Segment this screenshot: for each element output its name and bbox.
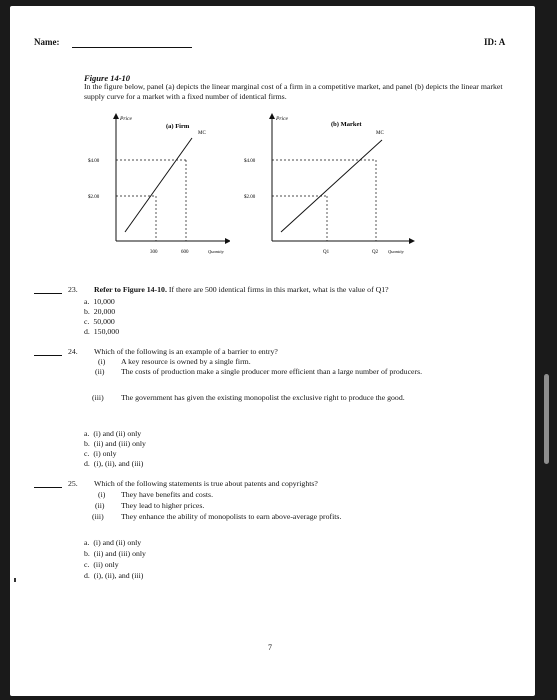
option-24-a: a. (i) and (ii) only <box>84 429 142 438</box>
name-blank-line <box>72 47 192 48</box>
mc-curve <box>125 138 192 232</box>
answer-blank[interactable] <box>34 487 62 488</box>
y-axis-label: Price <box>120 116 132 122</box>
option-24-d: d. (i), (ii), and (iii) <box>84 459 144 468</box>
x-tick-300: 300 <box>150 250 158 255</box>
question-stem <box>94 285 494 295</box>
question-number: 23. <box>68 285 78 294</box>
y-tick-4: $4.00 <box>88 159 100 164</box>
figure-description: In the figure below, panel (a) depicts the linear marginal cost of a firm in a competitive market, and panel (b) depicts the linear market supply curve for a market with a fixed number of identical firms. <box>84 82 503 101</box>
y-tick-4: $4.00 <box>244 159 256 164</box>
y-tick-2: $2.00 <box>88 195 100 200</box>
option-24-c: c. (i) only <box>84 449 117 458</box>
option-23-d: d. 150,000 <box>84 327 120 336</box>
margin-mark <box>14 578 16 582</box>
question-text: If there are 500 identical firms in this market, what is the value of Q1? <box>166 285 389 294</box>
page-number: 7 <box>268 643 272 652</box>
y-tick-2: $2.00 <box>244 195 256 200</box>
scrollbar-thumb[interactable] <box>544 374 549 464</box>
document-page: Name: ID: A Figure 14-10 In the figure below, panel (a) depicts the linear marginal cost of a firm in a competitive market, and panel (b) depicts the linear market supply curve for a market with a fixed number of identical firms. Price (a) Firm MC $4.00 $2.00 300 600 Quantity Price (b) Market MC $4.00 $2.00 Q1 Q2 Quantity 23. Refer to Figure 14-10. If there are 500 identical firms in this market, what is the value of Q1? a. 10,000 b. 20,000 c. 50,000 d. 150,000 24. Which of the following is an example of a barrier to entry? (i) A key resource is owned by a single firm. (ii) The costs of production make a single producer more efficient than a large number of producers. (iii) The government has given the existing monopolist the exclusive right to produce the good. a. (i) and (ii) only b. (ii) and (iii) only c. (i) only d. (i), (ii), and (iii) 25. Which of the following statements is true about patents and copyrights? (i) They have benefits and costs. (ii) They lead to higher prices. (iii) They enhance the ability of monopolists to earn above-average profits. a. (i) and (ii) only b. (ii) and (iii) only c. (ii) only d. (i), (ii), and (iii) 7 <box>10 6 535 696</box>
option-24-b: b. (ii) and (iii) only <box>84 439 146 448</box>
mc-label: MC <box>198 131 206 136</box>
question-text: Which of the following is an example of a barrier to entry? <box>94 347 278 356</box>
x-tick-600: 600 <box>181 250 189 255</box>
x-axis-label: Quantity <box>388 249 404 254</box>
option-23-c: c. 50,000 <box>84 317 115 326</box>
panel-b-title: (b) Market <box>331 121 362 128</box>
panel-a-firm-chart <box>80 110 230 265</box>
answer-blank[interactable] <box>34 293 62 294</box>
option-23-b: b. 20,000 <box>84 307 116 316</box>
option-25-b: b. (ii) and (iii) only <box>84 549 146 558</box>
figure-title: Figure 14-10 <box>84 73 131 83</box>
mc-label: MC <box>376 131 384 136</box>
name-label: Name: <box>34 37 60 47</box>
question-lead: Refer to Figure 14-10. <box>94 285 167 294</box>
question-text: Which of the following statements is true about patents and copyrights? <box>94 479 318 488</box>
y-axis-label: Price <box>276 116 288 122</box>
x-tick-q2: Q2 <box>372 250 379 255</box>
id-label: ID: A <box>484 37 506 47</box>
panel-b-market-chart <box>236 110 416 265</box>
option-25-a: a. (i) and (ii) only <box>84 538 142 547</box>
option-23-a: a. 10,000 <box>84 297 115 306</box>
x-tick-q1: Q1 <box>323 250 330 255</box>
market-supply-curve <box>281 140 382 232</box>
option-25-c: c. (ii) only <box>84 560 119 569</box>
question-number: 25. <box>68 479 78 488</box>
panel-a-title: (a) Firm <box>166 123 190 130</box>
question-number: 24. <box>68 347 78 356</box>
option-25-d: d. (i), (ii), and (iii) <box>84 571 144 580</box>
answer-blank[interactable] <box>34 355 62 356</box>
x-axis-label: Quantity <box>208 249 224 254</box>
